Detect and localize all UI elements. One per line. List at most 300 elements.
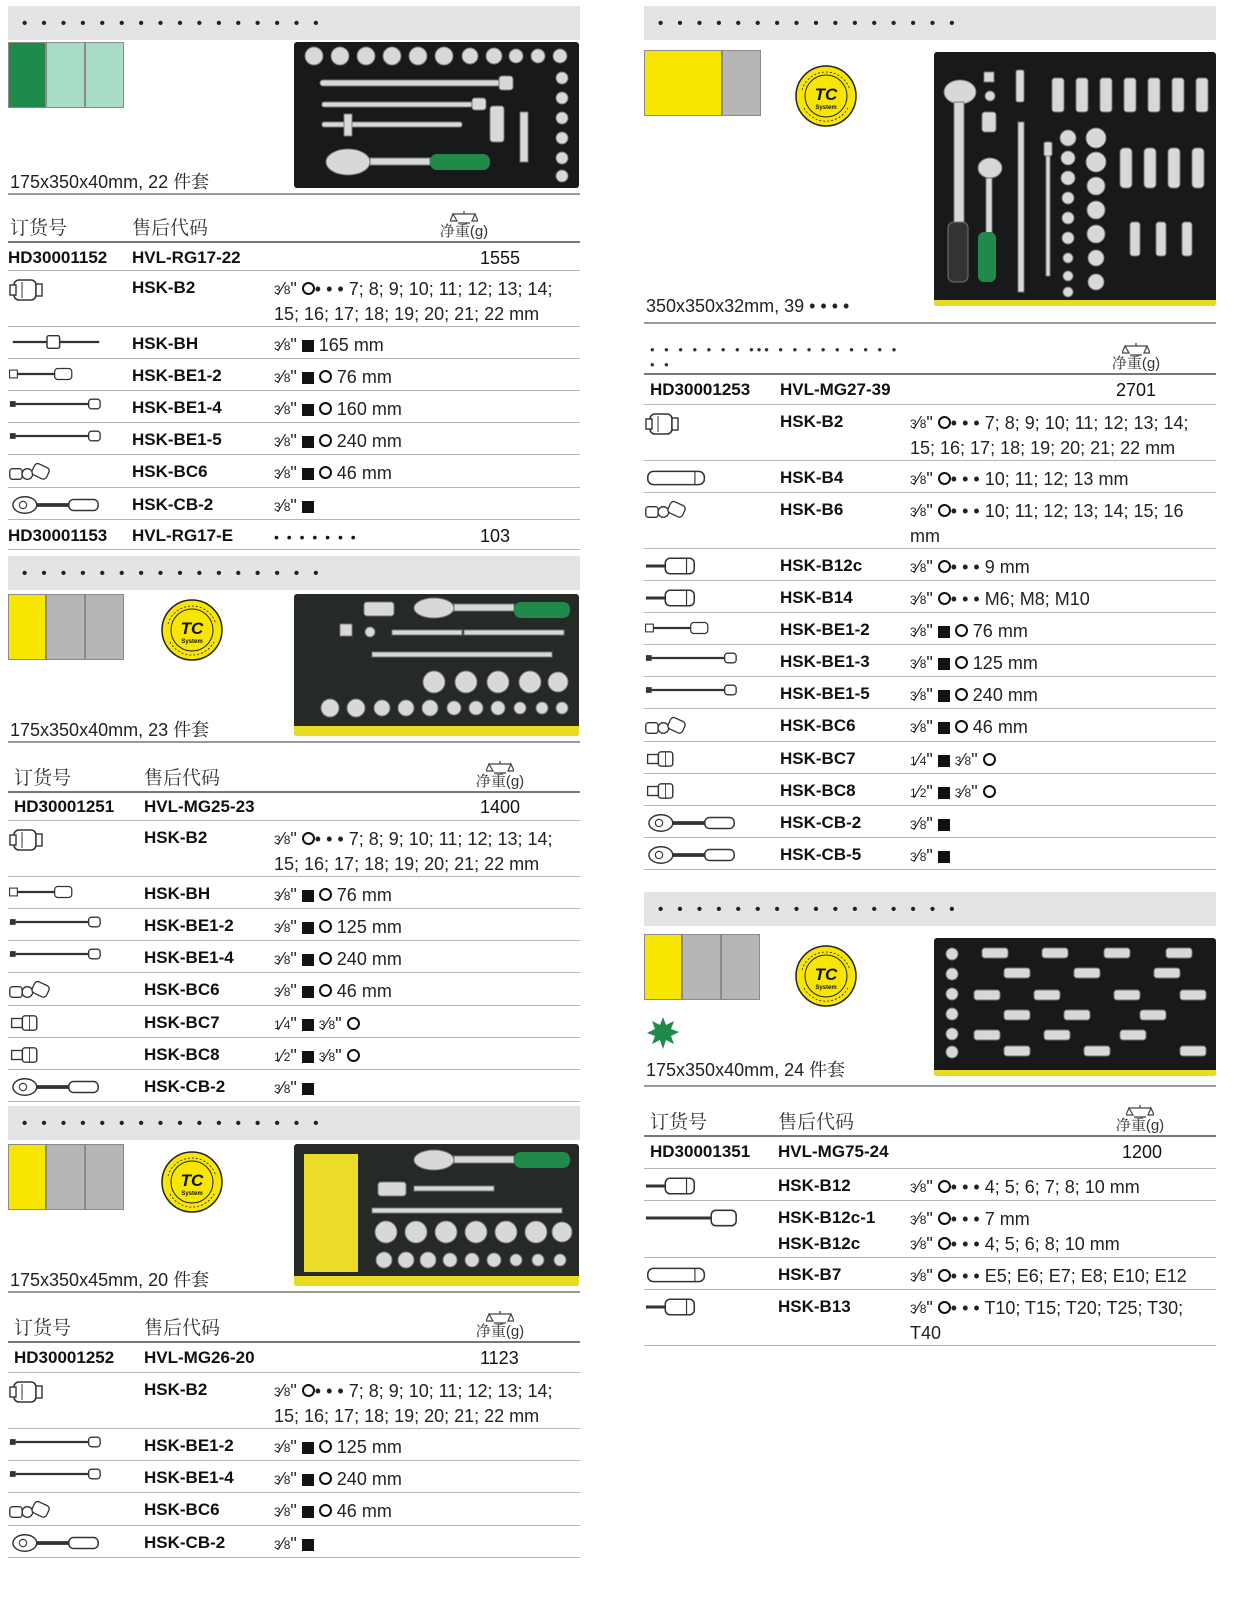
tool-code[interactable] — [780, 548, 910, 580]
tool-code[interactable] — [144, 908, 274, 940]
tool-spec-text: 3⁄8" — [274, 1076, 580, 1101]
tool-code[interactable] — [778, 1168, 910, 1200]
column-header-placeholder: • • • • • • • ••• • • • • • • • • • • • — [644, 332, 910, 374]
color-swatch-grey — [85, 1144, 124, 1210]
tool-spec-text: 3⁄8" 46 mm — [274, 1500, 392, 1521]
col-weight-label: 净重(g) — [1115, 1117, 1165, 1134]
universal-joint-icon — [644, 499, 688, 525]
net-weight: 1400 — [274, 792, 580, 820]
tool-code[interactable] — [144, 876, 274, 908]
tool-row[interactable] — [644, 837, 1216, 869]
tool-spec — [910, 580, 1216, 612]
product-code[interactable]: HVL-RG17-22 — [132, 242, 274, 270]
extension-icon — [8, 365, 78, 383]
tray-photo — [934, 52, 1216, 306]
adapter-icon — [644, 780, 680, 802]
tool-spec — [910, 708, 1216, 741]
tool-code-text[interactable]: HSK-B12c-1 — [778, 1207, 876, 1227]
tool-code-text[interactable]: HSK-B12 — [778, 1175, 851, 1195]
tool-icon-cell — [8, 358, 132, 390]
order-number[interactable]: HD30001152 — [8, 242, 132, 270]
tc-system-badge-icon — [160, 598, 224, 662]
tool-code[interactable] — [780, 773, 910, 805]
tool-code[interactable] — [780, 492, 910, 548]
tool-icon-cell — [8, 940, 144, 972]
tool-code-text[interactable]: HSK-BC6 — [144, 979, 220, 999]
col-order-header: 订货号 — [8, 1298, 144, 1342]
tool-spec-text: 3⁄8" — [274, 1532, 580, 1557]
tool-code[interactable] — [132, 326, 274, 358]
set-table — [8, 198, 580, 550]
socket-icon — [8, 1379, 48, 1405]
tray-illustration — [294, 42, 579, 188]
tool-code-text[interactable]: HSK-BE1-5 — [132, 429, 222, 449]
tool-code[interactable] — [144, 1460, 274, 1492]
color-swatch-grey — [721, 934, 760, 1000]
tool-spec — [910, 1257, 1216, 1289]
col-weight-header — [1110, 1104, 1170, 1134]
tool-row[interactable] — [644, 741, 1216, 773]
color-swatch-grey — [46, 594, 85, 660]
extension-long-icon — [8, 397, 104, 411]
tool-code-text[interactable]: HSK-CB-2 — [144, 1532, 226, 1552]
tool-icon-cell — [644, 460, 780, 492]
tool-icon-cell — [644, 1257, 778, 1289]
tool-spec-text: 3⁄8" 125 mm — [274, 916, 402, 937]
tool-icon-cell — [644, 708, 780, 741]
tool-code[interactable] — [144, 1428, 274, 1460]
extension-long-icon — [644, 683, 740, 697]
section-title: • • • • • • • • • • • • • • • • — [8, 6, 580, 40]
tool-spec — [274, 1525, 580, 1557]
tool-code-text[interactable]: HSK-B13 — [778, 1296, 851, 1316]
tool-spec-text: 3⁄8" • • • 4; 5; 6; 7; 8; 10 mm — [910, 1176, 1140, 1197]
tool-code[interactable] — [780, 676, 910, 708]
color-swatch-grey — [46, 1144, 85, 1210]
order-number[interactable]: HD30001253 — [644, 374, 780, 404]
tool-spec — [910, 644, 1216, 676]
tray-illustration — [934, 52, 1216, 306]
color-swatch-grey — [722, 50, 761, 116]
divider — [8, 741, 580, 743]
tool-spec — [274, 876, 580, 908]
tool-code-text[interactable]: HSK-CB-5 — [780, 844, 862, 864]
tool-code-text[interactable]: HSK-BE1-2 — [144, 1435, 234, 1455]
tray-photo — [294, 42, 579, 188]
tool-code[interactable] — [132, 390, 274, 422]
tool-spec-text: 3⁄8" 240 mm — [274, 430, 402, 451]
tool-code-text[interactable]: HSK-B4 — [780, 467, 844, 487]
tray-illustration — [934, 938, 1216, 1076]
tool-spec-text: 1⁄4" 3⁄8" — [274, 1012, 580, 1037]
tool-spec-text: 3⁄8" • • • 7; 8; 9; 10; 11; 12; 13; 14; 15; 16; 17; 18; 19; 20; 21; 22 mm — [274, 278, 553, 324]
tool-code[interactable] — [144, 972, 274, 1005]
tc-system-badge-icon — [160, 1150, 224, 1214]
tool-code[interactable] — [780, 612, 910, 644]
tool-row[interactable] — [8, 422, 580, 454]
net-weight: 1123 — [274, 1342, 580, 1372]
tool-code-text[interactable]: HSK-BE1-2 — [780, 619, 870, 639]
tool-icon-cell — [8, 1372, 144, 1428]
set-table — [644, 1092, 1216, 1346]
tray-dimensions: 175x350x45mm, 20 件套 — [10, 1270, 210, 1290]
tool-code[interactable] — [144, 1372, 274, 1428]
tray-photo — [294, 594, 579, 736]
tool-code[interactable] — [780, 404, 910, 460]
tool-row[interactable] — [644, 1289, 1216, 1345]
tool-icon-cell — [8, 1037, 144, 1069]
scale-icon — [1126, 1104, 1154, 1118]
tool-icon-cell — [644, 548, 780, 580]
tray-dimensions: 350x350x32mm, 39 • • • • — [646, 296, 850, 316]
tool-row[interactable] — [644, 644, 1216, 676]
tool-code[interactable] — [780, 837, 910, 869]
col-weight-header — [434, 210, 494, 240]
tool-code[interactable] — [144, 940, 274, 972]
tool-code-text[interactable]: HSK-BE1-5 — [780, 683, 870, 703]
tool-row[interactable] — [8, 1005, 580, 1037]
tray-dimensions: 175x350x40mm, 24 件套 — [646, 1060, 846, 1080]
tool-spec — [274, 1069, 580, 1101]
tool-row[interactable] — [8, 1372, 580, 1428]
socket-icon — [8, 827, 48, 853]
tool-spec — [274, 940, 580, 972]
section-title: • • • • • • • • • • • • • • • • — [644, 892, 1216, 926]
tool-code-text[interactable]: HSK-BC7 — [144, 1012, 220, 1032]
tray-illustration — [294, 1144, 579, 1286]
tool-spec-text: 3⁄8" 46 mm — [910, 716, 1028, 737]
tool-row[interactable] — [8, 390, 580, 422]
tool-code-text[interactable]: HSK-CB-2 — [132, 494, 214, 514]
tool-code[interactable] — [780, 741, 910, 773]
tool-icon-cell — [644, 644, 780, 676]
col-weight-label: 净重(g) — [1111, 355, 1161, 372]
tool-icon-cell — [8, 908, 144, 940]
tool-code-text[interactable]: HSK-B2 — [144, 827, 208, 847]
tray-dimensions: 175x350x40mm, 23 件套 — [10, 720, 210, 740]
tool-row[interactable] — [8, 940, 580, 972]
tool-icon-cell — [8, 270, 132, 326]
color-swatch-yellow — [644, 934, 682, 1000]
tool-row[interactable] — [644, 805, 1216, 837]
product-code[interactable]: HVL-MG25-23 — [144, 792, 274, 820]
tool-icon-cell — [8, 454, 132, 487]
tool-code-text[interactable]: HSK-BC6 — [780, 715, 856, 735]
tool-row[interactable] — [8, 1460, 580, 1492]
tool-spec — [274, 1037, 580, 1069]
tool-code-text[interactable]: HSK-B2 — [144, 1379, 208, 1399]
new-star-icon — [646, 1016, 680, 1050]
divider — [8, 1291, 580, 1293]
col-weight-header — [470, 760, 530, 790]
set-table — [8, 748, 580, 1102]
tool-row[interactable] — [8, 487, 580, 519]
col-weight-label: 净重(g) — [475, 1323, 525, 1340]
tool-code[interactable] — [144, 1492, 274, 1525]
tool-code[interactable] — [778, 1289, 910, 1345]
ratchet-icon — [8, 1076, 104, 1098]
col-weight-label: 净重(g) — [475, 773, 525, 790]
tool-icon-cell — [8, 1492, 144, 1525]
socket-icon — [644, 411, 684, 437]
section-title: • • • • • • • • • • • • • • • • — [8, 556, 580, 590]
tool-code-text[interactable]: HSK-BC6 — [132, 461, 208, 481]
tool-spec-text: 3⁄8" 76 mm — [274, 884, 392, 905]
tool-spec — [274, 422, 580, 454]
tool-icon-cell — [8, 1428, 144, 1460]
tool-row[interactable] — [8, 1037, 580, 1069]
tool-spec-text: 1⁄2" 3⁄8" — [274, 1044, 580, 1069]
tool-spec-text: 3⁄8" 125 mm — [274, 1436, 402, 1457]
ratchet-icon — [644, 812, 740, 834]
tool-icon-cell — [8, 487, 132, 519]
set-table — [644, 332, 1216, 870]
tool-row[interactable] — [8, 1525, 580, 1557]
tool-icon-cell — [8, 1005, 144, 1037]
tool-code[interactable] — [132, 358, 274, 390]
tool-row[interactable] — [8, 270, 580, 326]
tool-code-text[interactable]: HSK-B14 — [780, 587, 853, 607]
tray-photo — [934, 938, 1216, 1076]
tool-code-text[interactable]: HSK-BE1-3 — [780, 651, 870, 671]
tool-spec — [274, 1372, 580, 1428]
tool-spec — [274, 1460, 580, 1492]
net-weight: 1200 — [910, 1136, 1216, 1168]
tool-row[interactable] — [8, 454, 580, 487]
tool-row[interactable] — [8, 358, 580, 390]
tool-code-text[interactable]: HSK-BE1-4 — [144, 1467, 234, 1487]
tool-spec — [274, 390, 580, 422]
bit-socket-icon — [644, 1175, 702, 1197]
universal-joint-icon — [8, 1499, 52, 1525]
tool-code-text[interactable]: HSK-BE1-2 — [132, 365, 222, 385]
tool-code[interactable] — [132, 422, 274, 454]
tool-row[interactable] — [644, 404, 1216, 460]
tool-spec — [274, 1005, 580, 1037]
order-number[interactable]: HD30001252 — [8, 1342, 144, 1372]
order-number[interactable]: HD30001153 — [8, 519, 132, 549]
tool-code[interactable] — [132, 454, 274, 487]
tool-code[interactable] — [780, 708, 910, 741]
tool-spec — [274, 972, 580, 1005]
tool-icon-cell — [644, 1289, 778, 1345]
tool-code-text[interactable]: HSK-CB-2 — [780, 812, 862, 832]
col-weight-header — [1106, 342, 1166, 372]
tool-code-text[interactable]: HSK-B12c — [778, 1233, 861, 1253]
col-weight-label: 净重(g) — [439, 223, 489, 240]
tool-row[interactable] — [644, 676, 1216, 708]
ratchet-icon — [644, 844, 740, 866]
tool-code-text[interactable]: HSK-BC8 — [780, 780, 856, 800]
tool-row[interactable] — [644, 1200, 1216, 1257]
tool-spec-text: 3⁄8" — [910, 812, 1216, 837]
tool-code[interactable] — [780, 460, 910, 492]
tool-icon-cell — [8, 876, 144, 908]
tool-row[interactable] — [8, 972, 580, 1005]
product-code[interactable]: HVL-RG17-E — [132, 519, 274, 549]
tool-spec-text: 3⁄8" 240 mm — [910, 684, 1038, 705]
tool-spec-text: 3⁄8" • • • 7; 8; 9; 10; 11; 12; 13; 14; 15; 16; 17; 18; 19; 20; 21; 22 mm — [274, 1380, 553, 1426]
tool-icon-cell — [644, 1168, 778, 1200]
scale-icon — [486, 1310, 514, 1324]
divider — [8, 193, 580, 195]
tool-icon-cell — [8, 1525, 144, 1557]
tool-code-text[interactable]: HSK-BC6 — [144, 1499, 220, 1519]
tool-row[interactable] — [644, 460, 1216, 492]
tool-spec-text: 3⁄8" • • • M6; M8; M10 — [910, 588, 1090, 609]
tool-row[interactable] — [8, 876, 580, 908]
description: • • • • • • • — [274, 528, 358, 545]
tool-code-text[interactable]: HSK-B12c — [780, 555, 863, 575]
universal-joint-icon — [8, 461, 52, 487]
tool-spec — [910, 1289, 1216, 1345]
tool-code[interactable] — [778, 1200, 910, 1257]
tool-spec-text: 3⁄8" 160 mm — [274, 398, 402, 419]
tool-code[interactable] — [780, 644, 910, 676]
tool-code-text[interactable]: HSK-CB-2 — [144, 1076, 226, 1096]
tool-spec — [910, 676, 1216, 708]
tool-code[interactable] — [144, 1005, 274, 1037]
tool-icon-cell — [8, 326, 132, 358]
tool-code[interactable] — [144, 1525, 274, 1557]
net-weight: 103 — [480, 525, 511, 546]
set-hvl-rg17-22 — [8, 6, 580, 554]
set-hvl-mg75-24 — [644, 892, 1216, 1352]
tool-icon-cell — [8, 1460, 144, 1492]
tool-code[interactable] — [780, 805, 910, 837]
tool-spec-text: 3⁄8" 165 mm — [274, 334, 384, 355]
tool-icon-cell — [644, 741, 780, 773]
col-code-header: 售后代码 — [132, 198, 274, 242]
tool-icon-cell — [644, 580, 780, 612]
tool-spec-text: 3⁄8" • • • T10; T15; T20; T25; T30; T40 — [910, 1297, 1184, 1343]
deep-socket-icon — [644, 467, 710, 489]
tool-row[interactable] — [8, 1428, 580, 1460]
tray-photo — [294, 1144, 579, 1286]
col-order-header: 订货号 — [8, 198, 132, 242]
tool-code[interactable] — [132, 487, 274, 519]
tool-code-text[interactable]: HSK-BH — [132, 333, 199, 353]
color-swatch-mint — [46, 42, 85, 108]
tool-icon-cell — [644, 805, 780, 837]
tool-row[interactable] — [644, 492, 1216, 548]
tool-icon-cell — [644, 404, 780, 460]
tool-code-text[interactable]: HSK-BE1-4 — [144, 947, 234, 967]
tool-row[interactable] — [8, 820, 580, 876]
product-code[interactable]: HVL-MG75-24 — [778, 1136, 910, 1168]
adapter-icon — [8, 1012, 44, 1034]
tool-row[interactable] — [644, 1168, 1216, 1200]
tool-code-text[interactable]: HSK-BE1-2 — [144, 915, 234, 935]
tool-row[interactable] — [644, 548, 1216, 580]
tool-row[interactable] — [644, 580, 1216, 612]
tool-spec-text: 3⁄8" • • • E5; E6; E7; E8; E10; E12 — [910, 1265, 1187, 1286]
tool-icon-cell — [8, 820, 144, 876]
tool-code[interactable] — [780, 580, 910, 612]
tool-row[interactable] — [8, 1492, 580, 1525]
bit-socket-icon — [644, 555, 702, 577]
tool-code-text[interactable]: HSK-BE1-4 — [132, 397, 222, 417]
tool-code-text[interactable]: HSK-B7 — [778, 1264, 842, 1284]
section-title: • • • • • • • • • • • • • • • • — [8, 1106, 580, 1140]
tool-spec-text: 3⁄8" — [274, 494, 580, 519]
tool-spec-text: 3⁄8" 240 mm — [274, 1468, 402, 1489]
tool-spec — [274, 820, 580, 876]
tool-code[interactable] — [144, 820, 274, 876]
extension-icon — [644, 619, 714, 637]
extension-long-icon — [8, 1467, 104, 1481]
tool-row[interactable] — [644, 708, 1216, 741]
tool-code[interactable] — [144, 1037, 274, 1069]
tool-code-text[interactable]: HSK-BC8 — [144, 1044, 220, 1064]
tool-spec — [274, 358, 580, 390]
extension-long-icon — [644, 651, 740, 665]
tool-code-text[interactable]: HSK-B2 — [780, 411, 844, 431]
tool-spec-text: 3⁄8" • • • 10; 11; 12; 13; 14; 15; 16 mm — [910, 500, 1184, 546]
set-hvl-mg27-39 — [644, 6, 1216, 866]
section-title: • • • • • • • • • • • • • • • • — [644, 6, 1216, 40]
tool-code[interactable] — [778, 1257, 910, 1289]
tool-icon-cell — [8, 972, 144, 1005]
tool-spec-text: 1⁄4" 3⁄8" — [910, 748, 1216, 773]
tool-icon-cell — [8, 390, 132, 422]
ratchet-icon — [8, 494, 104, 516]
deep-socket-icon — [644, 1264, 710, 1286]
tool-code-text[interactable]: HSK-BH — [144, 883, 211, 903]
tray-yellow-base — [294, 726, 579, 736]
tool-spec — [274, 487, 580, 519]
tool-spec — [910, 837, 1216, 869]
bit-socket-icon — [644, 587, 702, 609]
tool-row[interactable] — [8, 1069, 580, 1101]
tool-spec-text: 3⁄8" • • • 9 mm — [910, 556, 1030, 577]
col-weight-header — [470, 1310, 530, 1340]
color-swatch-yellow — [8, 594, 46, 660]
extension-long-icon — [8, 1435, 104, 1449]
tool-spec — [910, 612, 1216, 644]
tool-icon-cell — [8, 1069, 144, 1101]
extension-long-icon — [8, 947, 104, 961]
tool-row[interactable] — [8, 908, 580, 940]
tool-code[interactable] — [144, 1069, 274, 1101]
net-weight: 1555 — [274, 242, 580, 270]
tool-row[interactable] — [644, 612, 1216, 644]
tool-icon-cell — [644, 1200, 778, 1257]
product-code[interactable]: HVL-MG26-20 — [144, 1342, 274, 1372]
order-number[interactable]: HD30001251 — [8, 792, 144, 820]
tool-spec-text: 3⁄8" 46 mm — [274, 462, 392, 483]
tool-row[interactable] — [8, 326, 580, 358]
tool-row[interactable] — [644, 773, 1216, 805]
extension-icon — [8, 883, 78, 901]
color-swatch-yellow — [8, 1144, 46, 1210]
tool-spec-text: 3⁄8" 240 mm — [274, 948, 402, 969]
tc-system-badge-icon — [794, 64, 858, 128]
color-swatch-grey — [85, 594, 124, 660]
tool-spec — [274, 326, 580, 358]
order-number[interactable]: HD30001351 — [644, 1136, 778, 1168]
tool-row[interactable] — [644, 1257, 1216, 1289]
tool-code-text[interactable]: HSK-B2 — [132, 277, 196, 297]
tool-code-text[interactable]: HSK-B6 — [780, 499, 844, 519]
product-code[interactable]: HVL-MG27-39 — [780, 374, 910, 404]
color-swatch-grey — [682, 934, 721, 1000]
tool-icon-cell — [644, 773, 780, 805]
tool-code[interactable] — [132, 270, 274, 326]
tool-code-text[interactable]: HSK-BC7 — [780, 748, 856, 768]
tool-icon-cell — [644, 612, 780, 644]
adapter-icon — [8, 1044, 44, 1066]
